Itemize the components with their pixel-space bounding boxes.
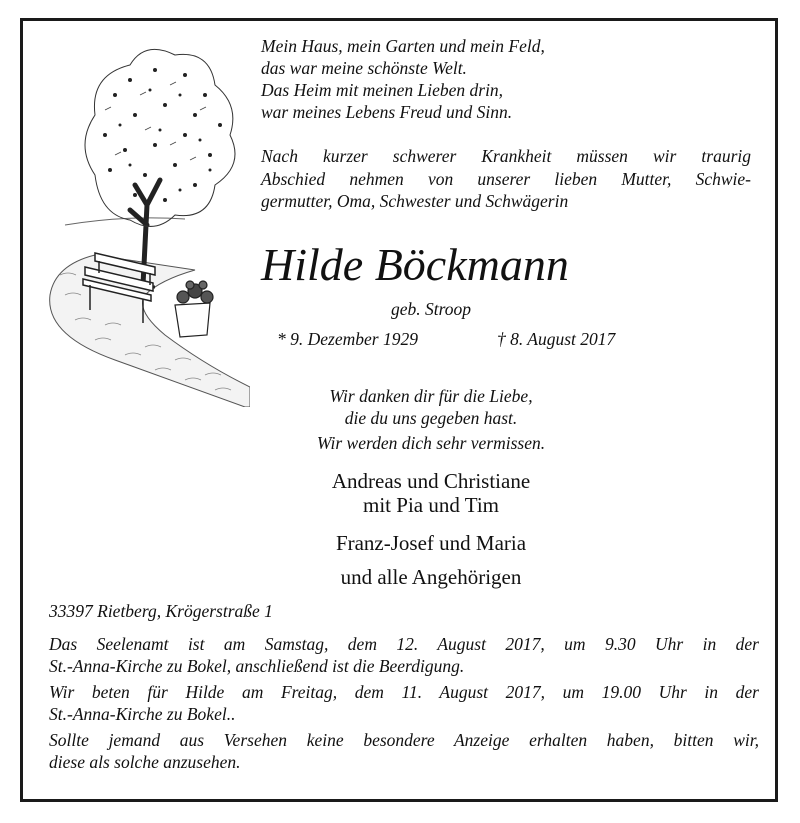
deceased-name: Hilde Böckmann (261, 239, 569, 290)
intro-line: Nach kurzer schwerer Krankheit müssen wir traurig (261, 146, 751, 166)
poem-line: Das Heim mit meinen Lieben drin, (261, 80, 504, 100)
notice-line: Sollte jemand aus Versehen keine besondere Anzeige erhalten haben, bitten wir, (49, 730, 759, 750)
intro-line: Abschied nehmen von unserer lieben Mutter, Schwie- (261, 168, 751, 189)
requiem-notice (49, 633, 759, 677)
prayer-notice (49, 681, 759, 725)
address: 33397 Rietberg, Krögerstraße 1 (49, 601, 273, 621)
relatives-line: und alle Angehörigen (340, 565, 522, 589)
notice-line: St.-Anna-Kirche zu Bokel.. (49, 704, 236, 724)
intro-line: germutter, Oma, Schwester und Schwägerin (261, 191, 569, 211)
miss-line: Wir werden dich sehr vermissen. (316, 433, 546, 453)
thanks-line: die du uns gegeben hast. (344, 408, 518, 428)
family-line: Franz-Josef und Maria (335, 531, 527, 555)
obituary-frame (20, 18, 778, 802)
family-line: Andreas und Christiane (331, 469, 531, 493)
death-date: † 8. August 2017 (497, 329, 616, 349)
family-line: mit Pia und Tim (363, 493, 499, 517)
poem-line: Mein Haus, mein Garten und mein Feld, (261, 36, 545, 56)
poem-line: das war meine schönste Welt. (261, 58, 467, 78)
notice-line: Das Seelenamt ist am Samstag, dem 12. August 2017, um 9.30 Uhr in der (49, 634, 759, 654)
thanks-line: Wir danken dir für die Liebe, (329, 386, 533, 406)
notice-line: St.-Anna-Kirche zu Bokel, anschließend ist die Beerdigung. (49, 656, 465, 676)
poem (261, 35, 751, 123)
intro-text (261, 145, 751, 213)
birth-name: geb. Stroop (390, 299, 472, 319)
notice-line: diese als solche anzusehen. (49, 752, 241, 772)
tree-bench-illustration (35, 35, 250, 407)
birth-date: * 9. Dezember 1929 (277, 329, 418, 349)
thanks-verse (261, 385, 601, 429)
family-names (261, 469, 601, 517)
notice-line: Wir beten für Hilde am Freitag, dem 11. August 2017, um 19.00 Uhr in der (49, 682, 759, 702)
life-dates (277, 329, 647, 350)
no-invitation-notice (49, 729, 759, 773)
poem-line: war meines Lebens Freud und Sinn. (261, 102, 513, 122)
